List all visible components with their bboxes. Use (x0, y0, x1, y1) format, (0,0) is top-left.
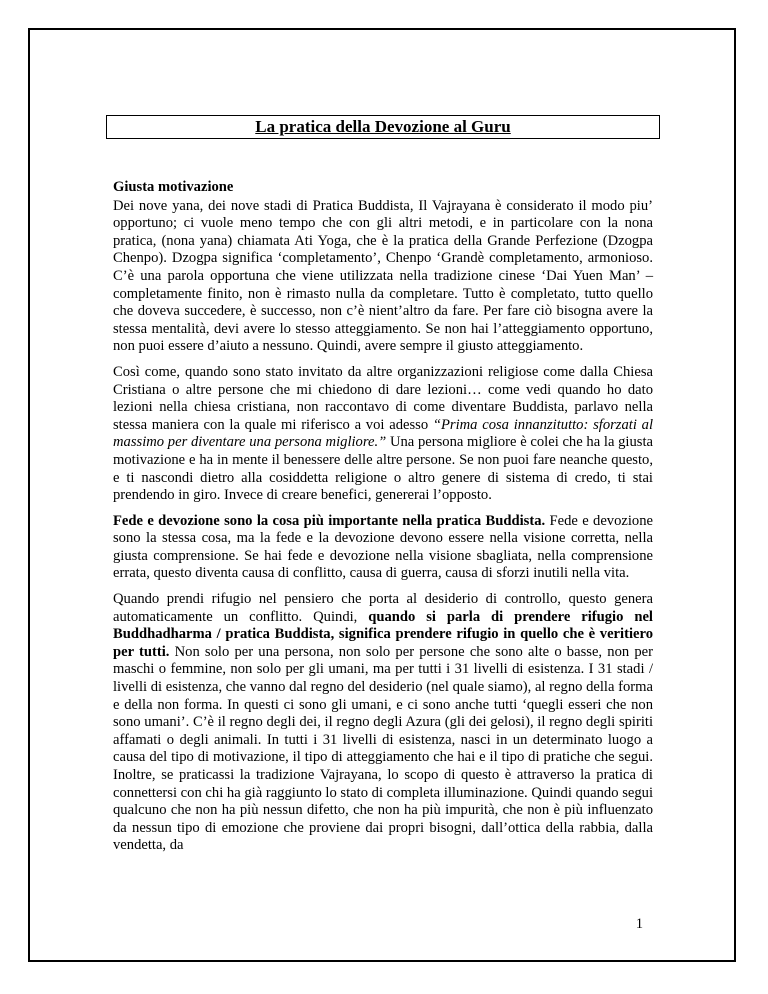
paragraph-4-text-a: Quando prendi rifugio nel pensiero che porta al desiderio di controllo, questo genera automaticamente un conflitto. Quindi, (113, 591, 653, 625)
paragraph-4-bold: quando si parla di prendere rifugio nel Buddhadharma / pratica Buddista, significa prendere rifugio in quello che è veritiero per tutti. (113, 608, 653, 660)
paragraph-2-text-b: Una persona migliore è colei che ha la giusta motivazione e ha in mente il benessere delle altre persone. Se non puoi fare neanche questo, e ti nascondi dietro alla cosiddetta religione o altro genere di sistema di credo, ti stai prendendo in giro. Invece di creare benefici, genererai l’opposto. (113, 434, 653, 504)
paragraph-2 (113, 364, 653, 505)
page-number: 1 (635, 916, 643, 932)
document-title: La pratica della Devozione al Guru (255, 117, 511, 136)
section-heading: Giusta motivazione (113, 179, 234, 195)
document-body (113, 179, 653, 863)
paragraph-3 (113, 513, 653, 583)
paragraph-4-text-b: Non solo per una persona, non solo per persone che sono alte o basse, non per maschi o femmine, non solo per gli umani, ma per tutti i 31 livelli di esistenza. I 31 stadi / livelli di esistenza, che vanno dal regno del desiderio (nel quale siamo), al regno della forma e della non forma. In questi ci sono gli umani, e ci sono anche tutti ‘quegli esseri che non sono umani’. C’è il regno degli dei, il regno degli Azura (gli dei gelosi), il regno degli spiriti affamati o degli animali. In tutti i 31 livelli di esistenza, nasci in un determinato luogo a causa del tipo di motivazione, il tipo di atteggiamento che hai e il tipo di pratiche che segui. Inoltre, se praticassi la tradizione Vajrayana, lo scopo di questo è attraverso la pratica di connettersi con chi ha già raggiunto lo stato di completa illuminazione. Quindi quando segui qualcuno che non ha più nessun difetto, che non ha più impurità, che non è più influenzato da nessun tipo di emozione che proviene dai propri bisogni, dall’ottica della rabbia, dalla vendetta, da (113, 643, 653, 854)
title-box (106, 115, 660, 139)
paragraph-1: Dei nove yana, dei nove stadi di Pratica Buddista, Il Vajrayana è considerato il modo piu’ opportuno; ci vuole meno tempo che con gli altri metodi, e in particolare con la nona pratica, (nona yana) chiamata Ati Yoga, che è la pratica della Grande Perfezione (Dzogpa Chenpo). Dzogpa significa ‘completamento’, Chenpo ‘Grandè completamento, armonioso. C’è una parola opportuna che viene utilizzata nella tradizione cinese ‘Dai Yuen Man’ – completamente finito, non è rimasto nulla da completare. Tutto è completato, tutto quello che doveva succedere, è successo, non c’è nient’altro da fare. Per fare ciò bisogna avere la stessa mentalità, devi avere lo stesso atteggiamento. Se non hai l’atteggiamento opportuno, non puoi essere d’aiuto a nessuno. Quindi, avere sempre il giusto atteggiamento. (113, 197, 653, 355)
paragraph-3-text: Fede e devozione sono la stessa cosa, ma la fede e la devozione devono essere nella visione corretta, nella giusta comprensione. Se hai fede e devozione nella visione sbagliata, nella comprensione errata, questo diventa causa di conflitto, causa di guerra, causa di sforzi inutili nella vita. (113, 512, 654, 582)
paragraph-4 (113, 591, 653, 855)
paragraph-3-bold: Fede e devozione sono la cosa più importante nella pratica Buddista. (113, 512, 546, 529)
paragraph-2-quote: “Prima cosa innanzitutto: sforzati al massimo per diventare una persona migliore.” (113, 416, 653, 451)
paragraph-2-text-a: Così come, quando sono stato invitato da altre organizzazioni religiose come dalla Chiesa Cristiana o altre persone che mi chiedono di dare lezioni… come vedi quando ho dato lezioni nella chiesa cristiana, non raccontavo di come diventare Buddista, parlavo nella stessa maniera con la quale mi riferisco a voi adesso (113, 363, 653, 433)
page-frame (28, 28, 736, 962)
